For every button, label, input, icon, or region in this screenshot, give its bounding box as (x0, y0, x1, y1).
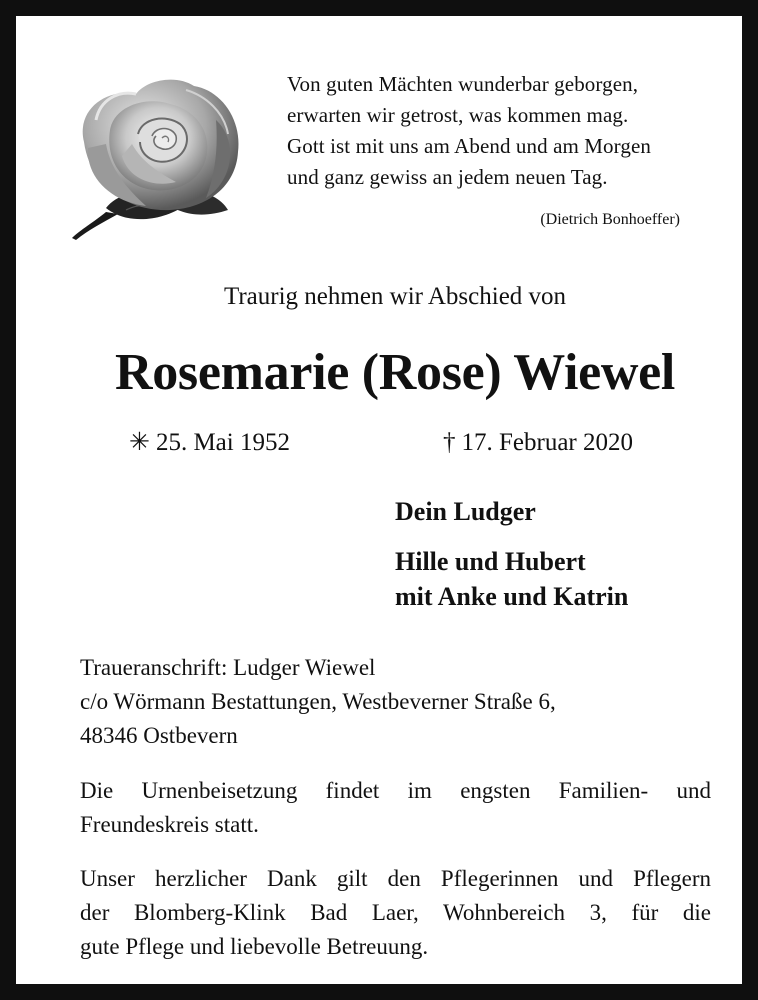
poem-line: Von guten Mächten wunderbar geborgen, (287, 72, 639, 96)
thanks-line: gute Pflege und liebevolle Betreuung. (80, 934, 429, 959)
announcement-intro: Traurig nehmen wir Abschied von (223, 283, 567, 310)
poem (287, 69, 717, 193)
poem-line: erwarten wir getrost, was kommen mag. (287, 103, 629, 127)
death-cross-icon: † (443, 429, 456, 456)
deceased-name: Rosemarie (Rose) Wiewel (114, 344, 676, 401)
family-gap (395, 529, 628, 544)
thanks-notice (80, 862, 711, 964)
family-line: Dein Ludger (395, 497, 536, 526)
birth-date-text: 25. Mai 1952 (155, 429, 290, 456)
thanks-line: der Blomberg-Klink Bad Laer, Wohnbereich 3, für die (80, 900, 711, 925)
address-line: 48346 Ostbevern (80, 723, 238, 748)
address-line: c/o Wörmann Bestattungen, Westbeverner Straße 6, (80, 689, 556, 714)
poem-author: (Dietrich Bonhoeffer) (540, 211, 680, 228)
death-date-text: 17. Februar 2020 (461, 429, 633, 456)
death-date (443, 426, 633, 460)
burial-notice (80, 774, 711, 842)
family-line: Hille und Hubert (395, 547, 586, 576)
family-signatures (395, 494, 628, 614)
birth-star-icon: ✳ (129, 429, 150, 456)
poem-line: Gott ist mit uns am Abend und am Morgen (287, 134, 651, 158)
birth-date (129, 426, 290, 460)
family-line: mit Anke und Katrin (395, 582, 629, 611)
address-line: Traueranschrift: Ludger Wiewel (80, 655, 376, 680)
burial-line: Die Urnenbeisetzung findet im engsten Familien- und (80, 778, 711, 803)
thanks-line: Unser herzlicher Dank gilt den Pflegerinnen und Pflegern (80, 866, 711, 891)
burial-line: Freundeskreis statt. (80, 812, 259, 837)
mourning-address (80, 651, 711, 753)
poem-line: und ganz gewiss an jedem neuen Tag. (287, 165, 608, 189)
rose-icon (66, 60, 250, 242)
